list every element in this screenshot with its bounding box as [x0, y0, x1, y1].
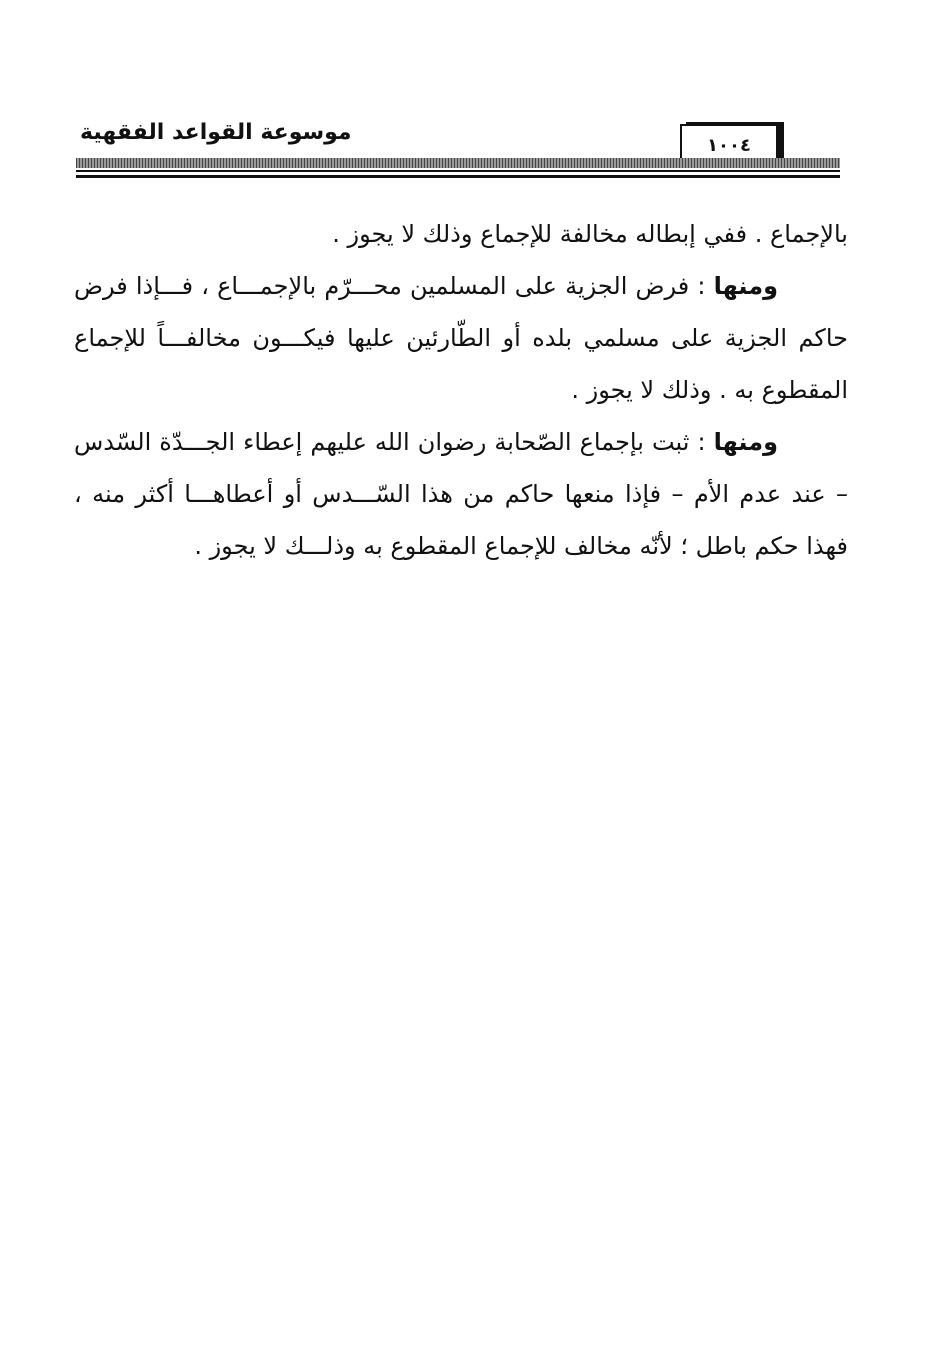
page-number: ١٠٠٤	[707, 135, 751, 156]
paragraph-3-lead: ومنها	[713, 428, 778, 456]
book-title: موسوعة القواعد الفقهية	[80, 120, 352, 145]
paragraph-1	[74, 208, 848, 260]
page-header	[0, 0, 942, 190]
paragraph-1-text: بالإجماع . ففي إبطاله مخالفة للإجماع وذلك لا يجوز .	[332, 220, 848, 248]
paragraph-2-lead: ومنها	[713, 272, 778, 300]
page-body	[74, 208, 848, 572]
header-rule-band	[76, 158, 840, 168]
header-rule-line	[76, 175, 840, 178]
paragraph-3-text: : ثبت بإجماع الصّحابة رضوان الله عليهم إعطاء الجـــدّة السّدس – عند عدم الأم – فإذا منعها حاكم من هذا السّـــدس أو أعطاهـــا أكثر منه ، فهذا حكم باطل ؛ لأنّه مخالف للإجماع المقطوع به وذلـــك لا يجوز .	[74, 428, 848, 560]
header-rule-line	[76, 170, 840, 172]
paragraph-2	[74, 260, 848, 416]
paragraph-2-text: : فرض الجزية على المسلمين محـــرّم بالإجمـــاع ، فـــإذا فرض حاكم الجزية على مسلمي بلده أو الطّارئين عليها فيكـــون مخالفـــاً للإجماع المقطوع به . وذلك لا يجوز .	[74, 272, 848, 404]
paragraph-3	[74, 416, 848, 572]
